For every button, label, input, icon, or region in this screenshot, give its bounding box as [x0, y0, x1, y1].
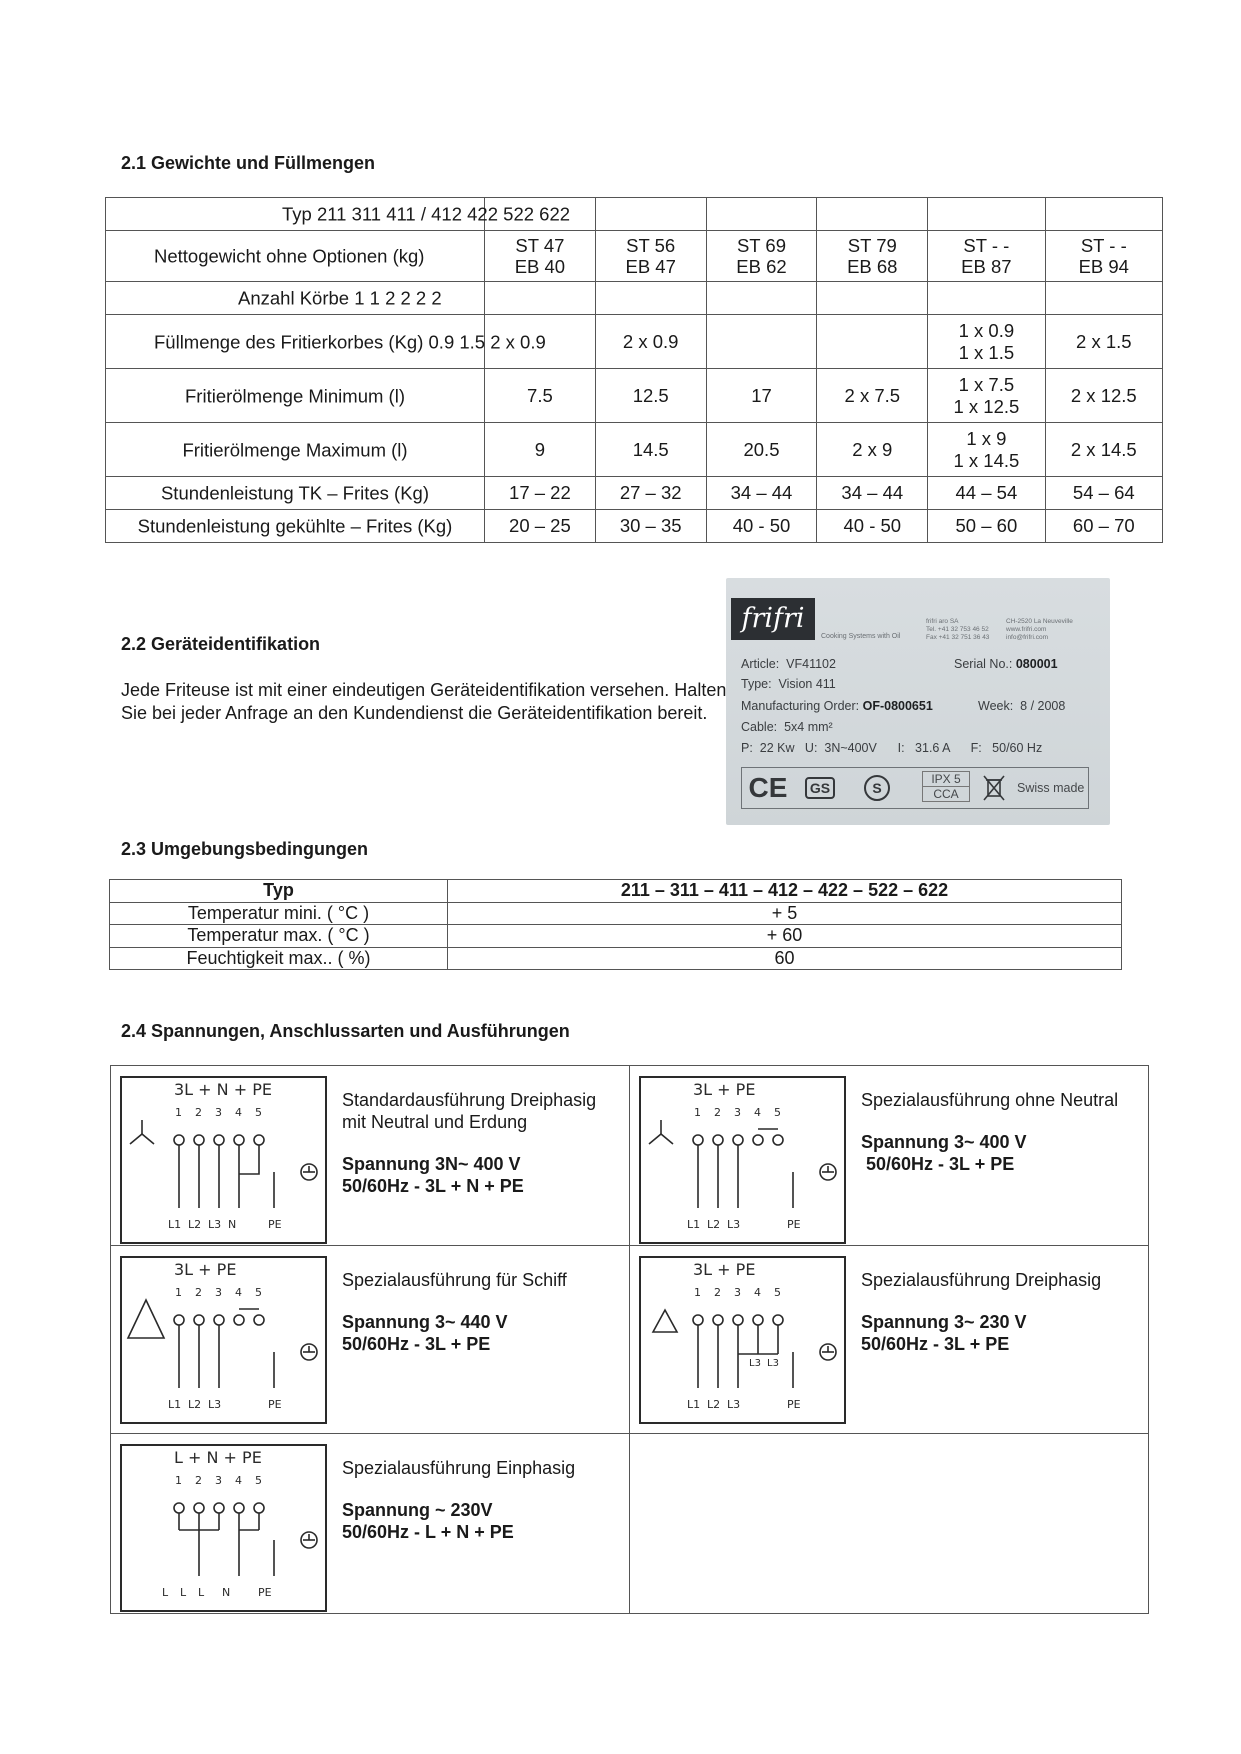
- table-cell: 34 – 44: [817, 477, 928, 510]
- terminal-label: L2: [188, 1398, 202, 1411]
- environment-table: [109, 879, 1122, 970]
- terminal-number: 3: [215, 1286, 222, 1299]
- terminal-label: L: [162, 1586, 169, 1599]
- terminal-number: 2: [195, 1474, 202, 1487]
- table-cell: 1 x 0.9 1 x 1.5: [928, 315, 1045, 369]
- terminal-label: L2: [707, 1218, 721, 1231]
- table-cell: ST 69 EB 62: [706, 231, 817, 282]
- table-row: [106, 369, 1163, 423]
- plate-type: Type: Vision 411: [741, 677, 836, 691]
- heading-identification: 2.2 Geräteidentifikation: [121, 634, 321, 654]
- variant-cell: [111, 1246, 630, 1434]
- variant-title: Standardausführung Dreiphasig mit Neutral und Erdung: [342, 1090, 597, 1132]
- rating-plate: [726, 578, 1110, 825]
- terminal-number: 3: [215, 1474, 222, 1487]
- plate-address-right: CH-2520 La Neuveville www.frifri.com info@frifri.com: [1006, 618, 1073, 641]
- table-cell: 60 – 70: [1045, 510, 1162, 543]
- heading-voltages: 2.4 Spannungen, Anschlussarten und Ausführungen: [121, 1021, 570, 1041]
- table-cell: [817, 315, 928, 369]
- variant-cell: [111, 1066, 630, 1246]
- table-cell: ST - - EB 94: [1045, 231, 1162, 282]
- table-cell: [595, 282, 706, 315]
- terminal-number: 1: [694, 1286, 701, 1299]
- table-cell: 2 x 0.9: [595, 315, 706, 369]
- table-cell: 12.5: [595, 369, 706, 423]
- table-row: [110, 880, 1122, 903]
- table-cell: 1 x 9 1 x 14.5: [928, 423, 1045, 477]
- terminal-number: 1: [175, 1286, 182, 1299]
- weights-header-row: [106, 198, 1163, 231]
- wiring-diagram: [120, 1444, 327, 1612]
- variant-title: Spezialausführung ohne Neutral: [861, 1090, 1119, 1110]
- diagram-title: 3L + PE: [174, 1260, 237, 1279]
- table-cell: 40 - 50: [706, 510, 817, 543]
- table-row: [106, 510, 1163, 543]
- heading-weights: 2.1 Gewichte und Füllmengen: [121, 153, 376, 173]
- terminal-label: L2: [707, 1398, 721, 1411]
- terminal-number: 1: [175, 1474, 182, 1487]
- terminal-number: 5: [774, 1286, 781, 1299]
- table-row: [110, 902, 1122, 925]
- terminal-label: L1: [168, 1218, 182, 1231]
- table-row: [106, 477, 1163, 510]
- terminal-number: 3: [734, 1286, 741, 1299]
- wiring-diagram: [639, 1256, 846, 1424]
- table-cell: Feuchtigkeit max.. ( %): [110, 947, 448, 970]
- table-row: [106, 423, 1163, 477]
- wiring-diagram: [639, 1076, 846, 1244]
- table-cell: 27 – 32: [595, 477, 706, 510]
- table-cell: 54 – 64: [1045, 477, 1162, 510]
- ipx-rating: IPX 5 CCA: [922, 771, 970, 802]
- table-cell: Temperatur mini. ( °C ): [110, 902, 448, 925]
- table-cell: 20.5: [706, 423, 817, 477]
- terminal-label: L3: [208, 1398, 222, 1411]
- table-header-cell: Typ: [110, 880, 448, 903]
- terminal-label: L2: [188, 1218, 202, 1231]
- weights-table: [105, 197, 1163, 543]
- table-cell: [595, 198, 706, 231]
- variant-text: [342, 1457, 622, 1543]
- table-header-cell: 211 – 311 – 411 – 412 – 422 – 522 – 622: [448, 880, 1122, 903]
- wiring-schematic-icon: [641, 1258, 844, 1422]
- terminal-label: L1: [687, 1398, 701, 1411]
- plate-order: Manufacturing Order: OF-0800651: [741, 699, 933, 713]
- table-cell: 2 x 1.5: [1045, 315, 1162, 369]
- terminal-number: 5: [774, 1106, 781, 1119]
- row-label: Stundenleistung TK – Frites (Kg): [106, 477, 485, 510]
- terminal-number: 2: [195, 1286, 202, 1299]
- table-row: [110, 947, 1122, 970]
- table-cell: 14.5: [595, 423, 706, 477]
- table-cell: 20 – 25: [485, 510, 596, 543]
- table-cell: [928, 282, 1045, 315]
- terminal-label: PE: [787, 1218, 801, 1231]
- variant-text: [861, 1269, 1141, 1355]
- table-row: [106, 282, 1163, 315]
- table-cell: 2 x 7.5: [817, 369, 928, 423]
- table-cell: [1045, 198, 1162, 231]
- terminal-label: N: [228, 1218, 237, 1231]
- terminal-number: 1: [694, 1106, 701, 1119]
- terminal-number: 3: [734, 1106, 741, 1119]
- plate-serial: Serial No.: 080001: [954, 657, 1058, 671]
- variant-spec: Spannung ~ 230V 50/60Hz - L + N + PE: [342, 1500, 514, 1542]
- table-cell: [706, 198, 817, 231]
- terminal-number: 1: [175, 1106, 182, 1119]
- s-mark-icon: S: [857, 768, 897, 808]
- terminal-number: 5: [255, 1474, 262, 1487]
- bridge-label: L3: [767, 1358, 779, 1369]
- weights-header-label: Typ 211 311 411 / 412 422 522 622: [106, 198, 485, 231]
- table-cell: 44 – 54: [928, 477, 1045, 510]
- bridge-label: L3: [749, 1358, 761, 1369]
- variant-spec: Spannung 3~ 400 V 50/60Hz - 3L + PE: [861, 1132, 1027, 1174]
- wiring-diagram: [120, 1076, 327, 1244]
- plate-week: Week: 8 / 2008: [978, 699, 1066, 713]
- diagram-title: 3L + PE: [693, 1080, 756, 1099]
- ce-mark-icon: CE: [748, 772, 788, 803]
- terminal-label: L: [180, 1586, 187, 1599]
- row-label: Nettogewicht ohne Optionen (kg): [106, 231, 485, 282]
- table-cell: + 5: [448, 902, 1122, 925]
- wiring-diagram: [120, 1256, 327, 1424]
- plate-power: P: 22 Kw U: 3N~400V I: 31.6 A F: 50/60 Hz: [741, 741, 1043, 755]
- table-cell: [928, 198, 1045, 231]
- variant-spec: Spannung 3~ 440 V 50/60Hz - 3L + PE: [342, 1312, 508, 1354]
- table-row: [106, 315, 1163, 369]
- table-cell: 9: [485, 423, 596, 477]
- table-cell: 2 x 14.5: [1045, 423, 1162, 477]
- table-cell: [1045, 282, 1162, 315]
- table-cell: [817, 282, 928, 315]
- variant-spec: Spannung 3N~ 400 V 50/60Hz - 3L + N + PE: [342, 1154, 524, 1196]
- terminal-label: PE: [787, 1398, 801, 1411]
- diagram-title: L + N + PE: [174, 1448, 262, 1467]
- variant-cell: [111, 1434, 630, 1614]
- table-cell: ST 56 EB 47: [595, 231, 706, 282]
- terminal-number: 4: [235, 1474, 242, 1487]
- terminal-number: 5: [255, 1286, 262, 1299]
- variant-cell: [630, 1246, 1149, 1434]
- table-cell: [706, 315, 817, 369]
- table-cell: 30 – 35: [595, 510, 706, 543]
- terminal-number: 4: [754, 1106, 761, 1119]
- heading-environment: 2.3 Umgebungsbedingungen: [121, 839, 369, 859]
- variant-cell: [630, 1066, 1149, 1246]
- terminal-label: L1: [687, 1218, 701, 1231]
- table-row: [106, 231, 1163, 282]
- terminal-number: 5: [255, 1106, 262, 1119]
- table-cell: 2 x 12.5: [1045, 369, 1162, 423]
- variant-text: [342, 1089, 622, 1197]
- row-label: Fritierölmenge Maximum (l): [106, 423, 485, 477]
- table-cell: 40 - 50: [817, 510, 928, 543]
- table-cell: [706, 282, 817, 315]
- frifri-logo: frifri: [731, 598, 815, 640]
- table-cell: [817, 198, 928, 231]
- table-cell: 7.5: [485, 369, 596, 423]
- variant-text: [342, 1269, 622, 1355]
- table-cell: + 60: [448, 925, 1122, 948]
- terminal-label: PE: [268, 1398, 282, 1411]
- table-cell: 2 x 9: [817, 423, 928, 477]
- terminal-label: PE: [268, 1218, 282, 1231]
- table-cell: [485, 282, 596, 315]
- table-cell: Temperatur max. ( °C ): [110, 925, 448, 948]
- table-cell: 17: [706, 369, 817, 423]
- variant-cell-empty: [630, 1434, 1149, 1614]
- table-cell: 60: [448, 947, 1122, 970]
- terminal-label: PE: [258, 1586, 272, 1599]
- table-row: [111, 1066, 1149, 1246]
- plate-tagline: Cooking Systems with Oil: [821, 633, 901, 640]
- diagram-title: 3L + PE: [693, 1260, 756, 1279]
- variant-title: Spezialausführung Dreiphasig: [861, 1270, 1102, 1290]
- terminal-number: 2: [714, 1286, 721, 1299]
- table-cell: 17 – 22: [485, 477, 596, 510]
- table-cell: ST - - EB 87: [928, 231, 1045, 282]
- variant-spec: Spannung 3~ 230 V 50/60Hz - 3L + PE: [861, 1312, 1027, 1354]
- swiss-made-label: Swiss made: [1017, 781, 1085, 795]
- table-cell: ST 79 EB 68: [817, 231, 928, 282]
- plate-cable: Cable: 5x4 mm²: [741, 720, 833, 734]
- row-label: Anzahl Körbe 1 1 2 2 2 2: [106, 282, 485, 315]
- terminal-label: L1: [168, 1398, 182, 1411]
- wiring-schematic-icon: [641, 1078, 844, 1242]
- terminal-number: 2: [195, 1106, 202, 1119]
- terminal-label: L3: [208, 1218, 222, 1231]
- terminal-number: 2: [714, 1106, 721, 1119]
- certification-box: [741, 767, 1089, 809]
- variant-title: Spezialausführung Einphasig: [342, 1458, 576, 1478]
- wiring-schematic-icon: [122, 1078, 325, 1242]
- table-row: [111, 1434, 1149, 1614]
- table-cell: 34 – 44: [706, 477, 817, 510]
- wiring-schematic-icon: [122, 1258, 325, 1422]
- row-label: Füllmenge des Fritierkorbes (Kg) 0.9 1.5 2 x 0.9: [106, 315, 485, 369]
- terminal-number: 4: [754, 1286, 761, 1299]
- variant-title: Spezialausführung für Schiff: [342, 1270, 567, 1290]
- table-row: [111, 1246, 1149, 1434]
- variants-table: [110, 1065, 1149, 1614]
- table-cell: ST 47 EB 40: [485, 231, 596, 282]
- plate-address-left: frifri aro SA Tel. +41 32 753 46 52 Fax +41 32 751 36 43: [926, 618, 990, 641]
- terminal-number: 4: [235, 1286, 242, 1299]
- terminal-label: L: [198, 1586, 205, 1599]
- terminal-label: L3: [727, 1398, 741, 1411]
- table-cell: 50 – 60: [928, 510, 1045, 543]
- row-label: Stundenleistung gekühlte – Frites (Kg): [106, 510, 485, 543]
- gs-mark-icon: GS: [800, 768, 840, 808]
- diagram-title: 3L + N + PE: [174, 1080, 272, 1099]
- terminal-number: 4: [235, 1106, 242, 1119]
- variant-text: [861, 1089, 1146, 1175]
- plate-article: Article: VF41102: [741, 657, 836, 671]
- weee-bin-icon: [978, 768, 1010, 808]
- terminal-number: 3: [215, 1106, 222, 1119]
- terminal-label: N: [222, 1586, 231, 1599]
- terminal-label: L3: [727, 1218, 741, 1231]
- table-cell: 1 x 7.5 1 x 12.5: [928, 369, 1045, 423]
- table-row: [110, 925, 1122, 948]
- row-label: Fritierölmenge Minimum (l): [106, 369, 485, 423]
- identification-text: Jede Friteuse ist mit einer eindeutigen Geräteidentifikation versehen. Halten Sie bei jeder Anfrage an den Kundendienst die Geräteidentifikation bereit.: [121, 680, 727, 723]
